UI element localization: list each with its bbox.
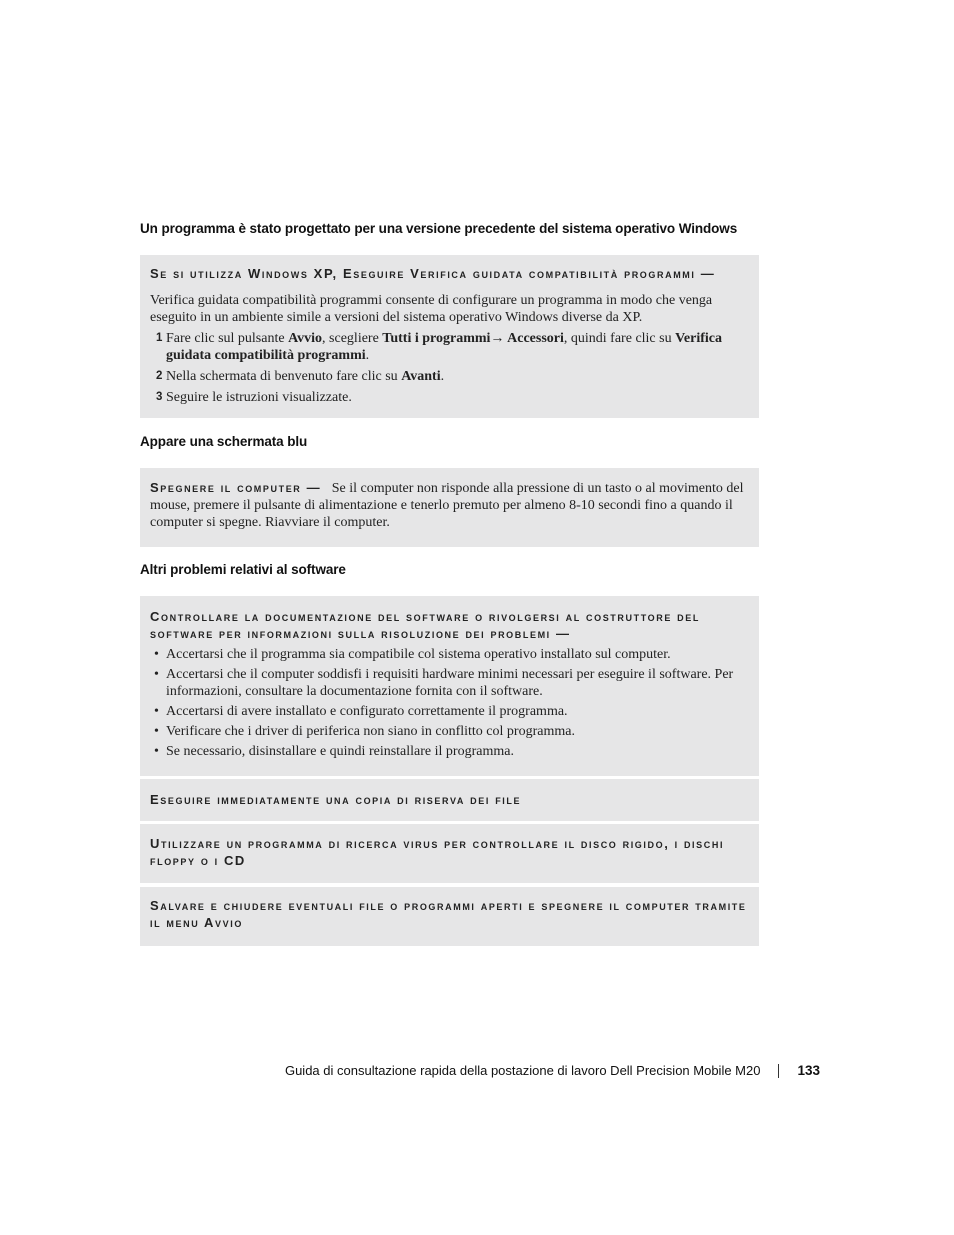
tip-box-title: Salvare e chiudere eventuali file o programmi aperti e spegnere il computer tramite il menu Avvio (150, 898, 747, 930)
tip-box-title: Eseguire immediatamente una copia di riserva dei file (150, 792, 522, 807)
tip-box-title: Utilizzare un programma di ricerca virus per controllare il disco rigido, i dischi floppy o i CD (150, 836, 725, 868)
tip-box-intro: Verifica guidata compatibilità programmi consente di configurare un programma in modo che venga eseguito in un ambiente simile a versioni del sistema operativo Windows diverse da XP. (150, 293, 713, 325)
step-item (150, 368, 747, 385)
tip-box-power-off (140, 468, 759, 547)
step-number: 2 (156, 370, 163, 382)
section-heading-other-software: Altri problemi relativi al software (140, 562, 346, 577)
list-item: • Verificare che i driver di periferica non siano in conflitto col programma. (150, 723, 747, 740)
list-item: • Accertarsi di avere installato e configurato correttamente il programma. (150, 703, 747, 720)
tip-box-title: Spegnere il computer — (150, 480, 322, 495)
step-text: Nella schermata di benvenuto fare clic su (166, 369, 402, 384)
tip-box-title: Se si utilizza Windows XP, Eseguire Verifica guidata compatibilità programmi — (150, 266, 716, 281)
footer-divider (778, 1064, 779, 1078)
tip-box-backup (140, 779, 759, 821)
list-item: • Accertarsi che il computer soddisfi i requisiti hardware minimi necessari per eseguire il software. Per informazioni, consultare la documentazione fornita con il software. (150, 666, 747, 700)
step-bold: Avanti (401, 369, 441, 384)
page-number: 133 (797, 1063, 820, 1078)
step-bold: Verifica guidata compatibilità programmi (166, 331, 723, 363)
list-item: • Se necessario, disinstallare e quindi reinstallare il programma. (150, 743, 747, 760)
step-bold: Tutti i programmi→ Accessori (382, 331, 564, 346)
list-item: • Accertarsi che il programma sia compatibile col sistema operativo installato sul computer. (150, 646, 747, 663)
tip-box-documentation (140, 596, 759, 776)
tip-box-text: Se il computer non risponde alla pressione di un tasto o al movimento del mouse, premere il pulsante di alimentazione e tenerlo premuto per almeno 8-10 secondi fino a quando il computer si spegne. Riavviare il computer. (150, 481, 744, 530)
page-footer (200, 1063, 820, 1078)
tip-box-compat-wizard (140, 255, 759, 418)
tip-box-body (150, 479, 747, 531)
section-heading-windows-compat: Un programma è stato progettato per una versione precedente del sistema operativo Windows (140, 221, 738, 236)
step-number: 1 (156, 332, 163, 344)
step-text: . (365, 348, 370, 363)
step-item (150, 389, 747, 406)
tip-box-title: Controllare la documentazione del software o rivolgersi al costruttore del software per informazioni sulla risoluzione dei problemi — (150, 609, 700, 641)
footer-title: Guida di consultazione rapida della postazione di lavoro Dell Precision Mobile M20 (284, 1063, 761, 1078)
step-item (150, 330, 747, 364)
step-number: 3 (156, 391, 163, 403)
step-text: , scegliere (322, 331, 383, 346)
step-text: Fare clic sul pulsante (166, 331, 289, 346)
bullet-list (150, 646, 747, 760)
step-text: . (440, 369, 445, 384)
step-bold: Avvio (288, 331, 323, 346)
step-text: , quindi fare clic su (563, 331, 676, 346)
step-text: Seguire le istruzioni visualizzate. (166, 390, 352, 405)
tip-box-save-close (140, 887, 759, 946)
tip-box-virus-scan (140, 824, 759, 883)
section-heading-blue-screen: Appare una schermata blu (140, 434, 308, 449)
